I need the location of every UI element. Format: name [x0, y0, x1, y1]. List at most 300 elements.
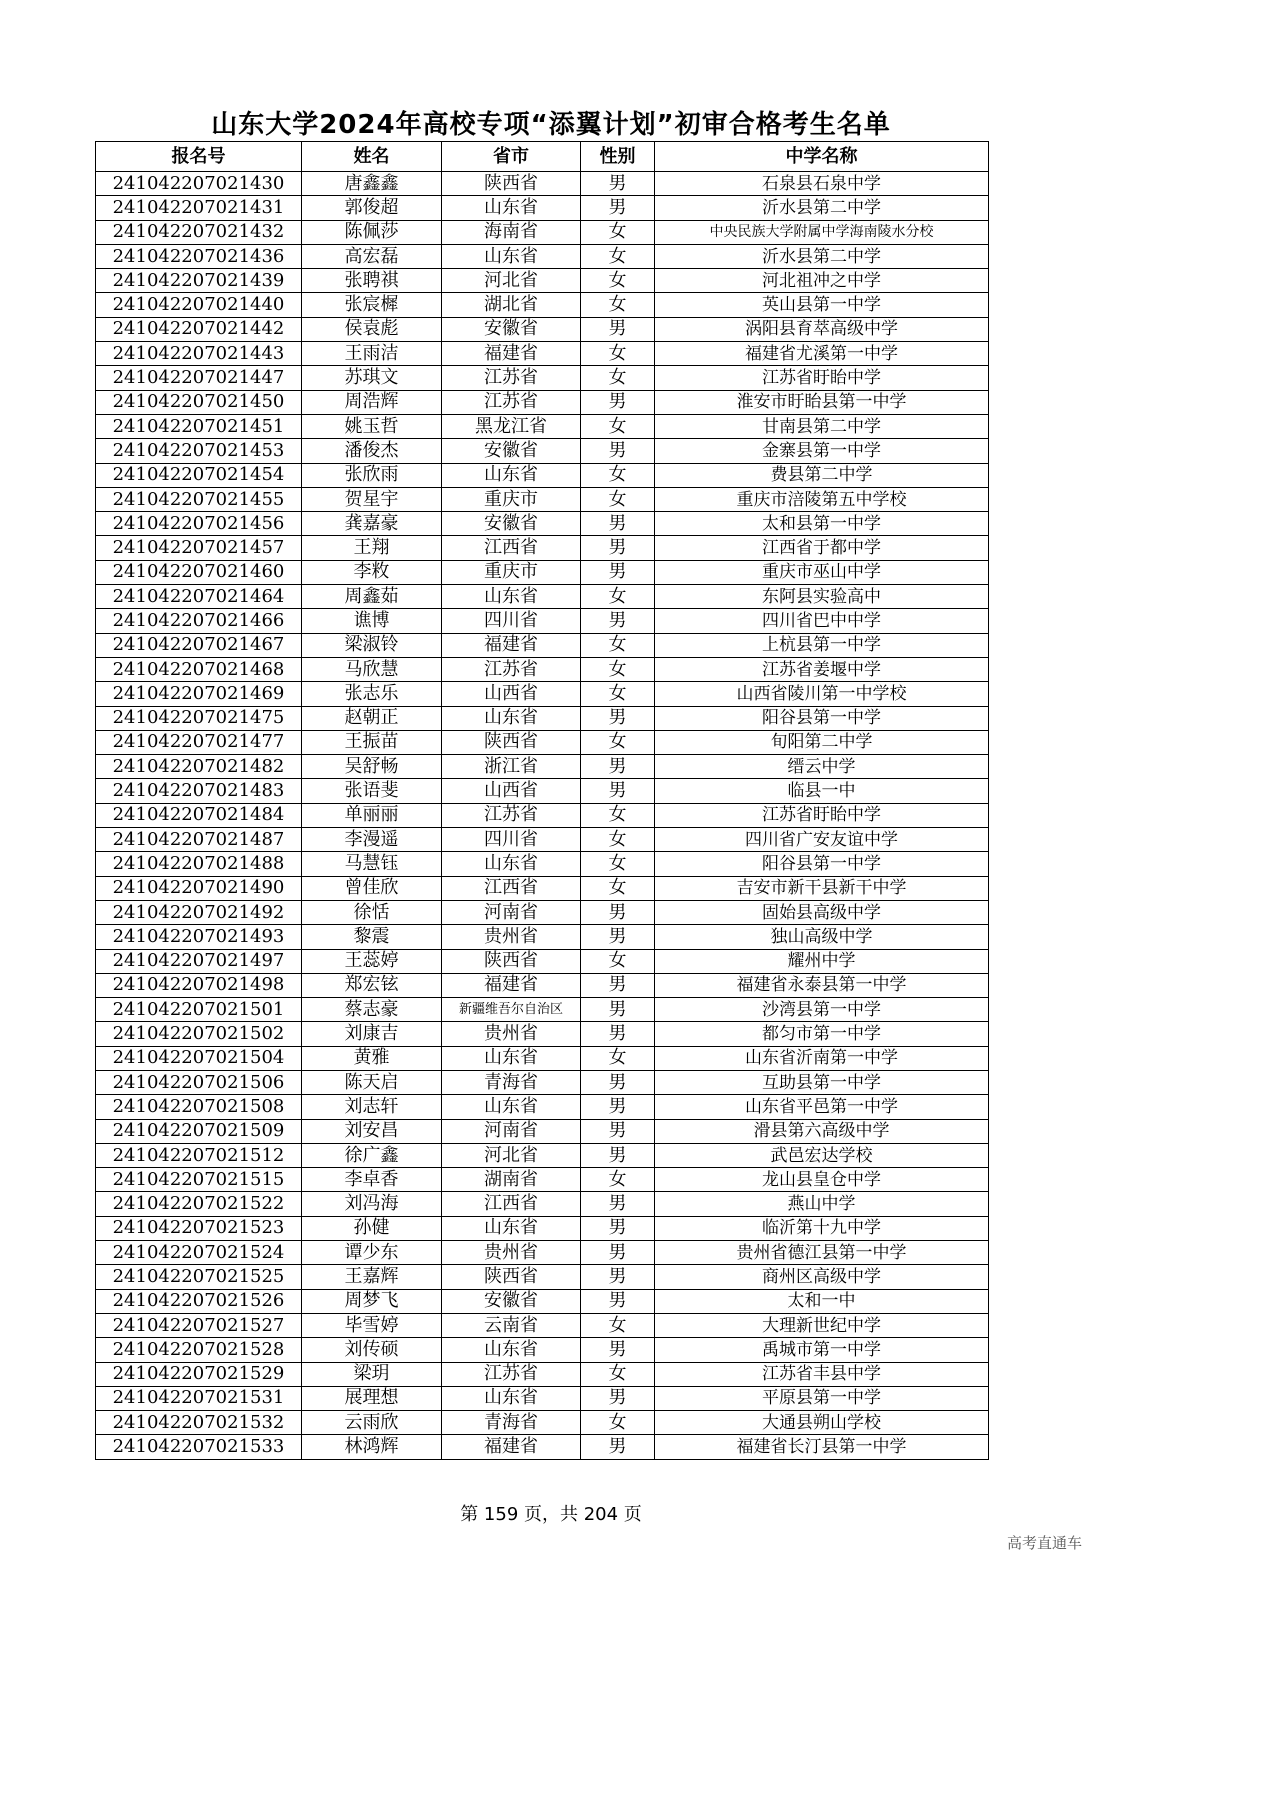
table-row	[96, 366, 989, 390]
province-cell: 江西省	[442, 536, 581, 560]
gender-cell: 男	[581, 900, 655, 924]
registration-number-cell: 241042207021497	[96, 949, 302, 973]
table-row	[96, 852, 989, 876]
table-row	[96, 1168, 989, 1192]
school-cell: 甘南县第二中学	[655, 414, 989, 438]
school-cell: 重庆市涪陵第五中学校	[655, 487, 989, 511]
gender-cell: 男	[581, 1095, 655, 1119]
school-cell: 商州区高级中学	[655, 1265, 989, 1289]
province-cell: 山西省	[442, 779, 581, 803]
province-cell: 安徽省	[442, 439, 581, 463]
school-cell: 重庆市巫山中学	[655, 560, 989, 584]
province-cell: 江苏省	[442, 390, 581, 414]
province-cell: 山东省	[442, 706, 581, 730]
province-cell: 江苏省	[442, 366, 581, 390]
province-cell: 贵州省	[442, 1241, 581, 1265]
registration-number-cell: 241042207021512	[96, 1143, 302, 1167]
province-cell: 贵州省	[442, 925, 581, 949]
school-cell: 河北祖冲之中学	[655, 269, 989, 293]
school-cell: 太和县第一中学	[655, 512, 989, 536]
province-cell: 福建省	[442, 633, 581, 657]
province-cell: 福建省	[442, 1435, 581, 1459]
registration-number-cell: 241042207021460	[96, 560, 302, 584]
province-cell: 河南省	[442, 1119, 581, 1143]
name-cell: 陈佩莎	[302, 220, 442, 244]
name-cell: 谭少东	[302, 1241, 442, 1265]
school-cell: 互助县第一中学	[655, 1070, 989, 1094]
school-cell: 大通县朔山学校	[655, 1411, 989, 1435]
gender-cell: 男	[581, 1119, 655, 1143]
table-row	[96, 1216, 989, 1240]
school-cell: 中央民族大学附属中学海南陵水分校	[655, 220, 989, 244]
table-row	[96, 998, 989, 1022]
school-cell: 燕山中学	[655, 1192, 989, 1216]
registration-number-cell: 241042207021515	[96, 1168, 302, 1192]
gender-cell: 男	[581, 609, 655, 633]
province-cell: 陕西省	[442, 172, 581, 196]
table-row	[96, 706, 989, 730]
gender-cell: 女	[581, 244, 655, 268]
table-row	[96, 1070, 989, 1094]
gender-cell: 女	[581, 293, 655, 317]
gender-cell: 女	[581, 730, 655, 754]
name-cell: 张欣雨	[302, 463, 442, 487]
table-row	[96, 390, 989, 414]
school-cell: 石泉县石泉中学	[655, 172, 989, 196]
gender-cell: 女	[581, 487, 655, 511]
table-row	[96, 342, 989, 366]
school-cell: 山东省沂南第一中学	[655, 1046, 989, 1070]
registration-number-cell: 241042207021527	[96, 1313, 302, 1337]
registration-number-cell: 241042207021526	[96, 1289, 302, 1313]
gender-cell: 男	[581, 172, 655, 196]
gender-cell: 男	[581, 1143, 655, 1167]
table-row	[96, 487, 989, 511]
document-title: 山东大学2024年高校专项“添翼计划”初审合格考生名单	[211, 110, 891, 140]
name-cell: 刘康吉	[302, 1022, 442, 1046]
name-cell: 张语斐	[302, 779, 442, 803]
gender-cell: 男	[581, 1022, 655, 1046]
province-cell: 福建省	[442, 973, 581, 997]
name-cell: 张宸樨	[302, 293, 442, 317]
province-cell: 山东省	[442, 1095, 581, 1119]
gender-cell: 男	[581, 560, 655, 584]
table-row	[96, 900, 989, 924]
gender-cell: 男	[581, 925, 655, 949]
name-cell: 黄雅	[302, 1046, 442, 1070]
school-cell: 滑县第六高级中学	[655, 1119, 989, 1143]
gender-cell: 男	[581, 973, 655, 997]
registration-number-cell: 241042207021457	[96, 536, 302, 560]
table-row	[96, 220, 989, 244]
gender-cell: 男	[581, 317, 655, 341]
gender-cell: 女	[581, 682, 655, 706]
province-cell: 河北省	[442, 1143, 581, 1167]
table-row	[96, 1046, 989, 1070]
registration-number-cell: 241042207021524	[96, 1241, 302, 1265]
header-school: 中学名称	[655, 142, 989, 172]
gender-cell: 男	[581, 512, 655, 536]
name-cell: 曾佳欣	[302, 876, 442, 900]
province-cell: 新疆维吾尔自治区	[442, 998, 581, 1022]
name-cell: 黎震	[302, 925, 442, 949]
registration-number-cell: 241042207021532	[96, 1411, 302, 1435]
province-cell: 青海省	[442, 1070, 581, 1094]
school-cell: 四川省巴中中学	[655, 609, 989, 633]
gender-cell: 女	[581, 1046, 655, 1070]
registration-number-cell: 241042207021531	[96, 1386, 302, 1410]
school-cell: 费县第二中学	[655, 463, 989, 487]
table-row	[96, 1241, 989, 1265]
gender-cell: 女	[581, 585, 655, 609]
registration-number-cell: 241042207021443	[96, 342, 302, 366]
page-number: 第 159 页，共 204 页	[460, 1504, 642, 1525]
registration-number-cell: 241042207021482	[96, 755, 302, 779]
school-cell: 江苏省姜堰中学	[655, 657, 989, 681]
registration-number-cell: 241042207021487	[96, 828, 302, 852]
gender-cell: 男	[581, 536, 655, 560]
name-cell: 苏琪文	[302, 366, 442, 390]
name-cell: 唐鑫鑫	[302, 172, 442, 196]
table-row	[96, 1143, 989, 1167]
registration-number-cell: 241042207021501	[96, 998, 302, 1022]
name-cell: 王振苗	[302, 730, 442, 754]
school-cell: 四川省广安友谊中学	[655, 828, 989, 852]
registration-number-cell: 241042207021442	[96, 317, 302, 341]
registration-number-cell: 241042207021451	[96, 414, 302, 438]
school-cell: 江西省于都中学	[655, 536, 989, 560]
school-cell: 龙山县皇仓中学	[655, 1168, 989, 1192]
province-cell: 海南省	[442, 220, 581, 244]
gender-cell: 女	[581, 657, 655, 681]
school-cell: 东阿县实验高中	[655, 585, 989, 609]
table-row	[96, 1289, 989, 1313]
school-cell: 吉安市新干县新干中学	[655, 876, 989, 900]
name-cell: 展理想	[302, 1386, 442, 1410]
name-cell: 梁淑铃	[302, 633, 442, 657]
registration-number-cell: 241042207021469	[96, 682, 302, 706]
registration-number-cell: 241042207021529	[96, 1362, 302, 1386]
gender-cell: 女	[581, 269, 655, 293]
gender-cell: 女	[581, 366, 655, 390]
registration-number-cell: 241042207021477	[96, 730, 302, 754]
province-cell: 山东省	[442, 585, 581, 609]
registration-number-cell: 241042207021490	[96, 876, 302, 900]
province-cell: 四川省	[442, 609, 581, 633]
table-row	[96, 269, 989, 293]
gender-cell: 女	[581, 633, 655, 657]
table-row	[96, 755, 989, 779]
name-cell: 郭俊超	[302, 196, 442, 220]
gender-cell: 男	[581, 998, 655, 1022]
school-cell: 独山高级中学	[655, 925, 989, 949]
school-cell: 固始县高级中学	[655, 900, 989, 924]
school-cell: 沂水县第二中学	[655, 196, 989, 220]
name-cell: 潘俊杰	[302, 439, 442, 463]
table-row	[96, 512, 989, 536]
registration-number-cell: 241042207021508	[96, 1095, 302, 1119]
name-cell: 周梦飞	[302, 1289, 442, 1313]
table-row	[96, 803, 989, 827]
school-cell: 旬阳第二中学	[655, 730, 989, 754]
table-row	[96, 172, 989, 196]
table-row	[96, 949, 989, 973]
province-cell: 山东省	[442, 196, 581, 220]
table-row	[96, 1313, 989, 1337]
registration-number-cell: 241042207021456	[96, 512, 302, 536]
registration-number-cell: 241042207021483	[96, 779, 302, 803]
school-cell: 贵州省德江县第一中学	[655, 1241, 989, 1265]
province-cell: 福建省	[442, 342, 581, 366]
school-cell: 江苏省丰县中学	[655, 1362, 989, 1386]
gender-cell: 女	[581, 342, 655, 366]
school-cell: 江苏省盱眙中学	[655, 366, 989, 390]
school-cell: 淮安市盱眙县第一中学	[655, 390, 989, 414]
name-cell: 徐恬	[302, 900, 442, 924]
name-cell: 单丽丽	[302, 803, 442, 827]
registration-number-cell: 241042207021528	[96, 1338, 302, 1362]
province-cell: 云南省	[442, 1313, 581, 1337]
name-cell: 王翔	[302, 536, 442, 560]
gender-cell: 男	[581, 1265, 655, 1289]
gender-cell: 女	[581, 1313, 655, 1337]
province-cell: 陕西省	[442, 1265, 581, 1289]
gender-cell: 女	[581, 949, 655, 973]
name-cell: 张聘祺	[302, 269, 442, 293]
table-header-row	[96, 142, 989, 172]
school-cell: 沂水县第二中学	[655, 244, 989, 268]
registration-number-cell: 241042207021440	[96, 293, 302, 317]
name-cell: 刘志轩	[302, 1095, 442, 1119]
school-cell: 太和一中	[655, 1289, 989, 1313]
table-row	[96, 1386, 989, 1410]
gender-cell: 男	[581, 1241, 655, 1265]
province-cell: 安徽省	[442, 317, 581, 341]
registration-number-cell: 241042207021454	[96, 463, 302, 487]
registration-number-cell: 241042207021439	[96, 269, 302, 293]
gender-cell: 女	[581, 463, 655, 487]
name-cell: 徐广鑫	[302, 1143, 442, 1167]
table-row	[96, 1022, 989, 1046]
province-cell: 江苏省	[442, 1362, 581, 1386]
gender-cell: 女	[581, 414, 655, 438]
table-row	[96, 560, 989, 584]
province-cell: 安徽省	[442, 512, 581, 536]
gender-cell: 女	[581, 1168, 655, 1192]
name-cell: 王蕊婷	[302, 949, 442, 973]
name-cell: 梁玥	[302, 1362, 442, 1386]
school-cell: 沙湾县第一中学	[655, 998, 989, 1022]
registration-number-cell: 241042207021430	[96, 172, 302, 196]
province-cell: 江苏省	[442, 657, 581, 681]
name-cell: 高宏磊	[302, 244, 442, 268]
registration-number-cell: 241042207021492	[96, 900, 302, 924]
candidate-table	[95, 141, 989, 1460]
registration-number-cell: 241042207021504	[96, 1046, 302, 1070]
registration-number-cell: 241042207021502	[96, 1022, 302, 1046]
gender-cell: 男	[581, 196, 655, 220]
table-row	[96, 1095, 989, 1119]
school-cell: 禹城市第一中学	[655, 1338, 989, 1362]
province-cell: 河南省	[442, 900, 581, 924]
table-row	[96, 1192, 989, 1216]
gender-cell: 女	[581, 876, 655, 900]
school-cell: 耀州中学	[655, 949, 989, 973]
table-row	[96, 779, 989, 803]
gender-cell: 男	[581, 439, 655, 463]
name-cell: 王嘉辉	[302, 1265, 442, 1289]
province-cell: 山东省	[442, 1046, 581, 1070]
table-row	[96, 196, 989, 220]
table-row	[96, 1265, 989, 1289]
name-cell: 谯博	[302, 609, 442, 633]
name-cell: 蔡志豪	[302, 998, 442, 1022]
province-cell: 河北省	[442, 269, 581, 293]
table-row	[96, 439, 989, 463]
name-cell: 赵朝正	[302, 706, 442, 730]
name-cell: 郑宏铉	[302, 973, 442, 997]
name-cell: 龚嘉豪	[302, 512, 442, 536]
school-cell: 都匀市第一中学	[655, 1022, 989, 1046]
province-cell: 贵州省	[442, 1022, 581, 1046]
registration-number-cell: 241042207021466	[96, 609, 302, 633]
registration-number-cell: 241042207021431	[96, 196, 302, 220]
name-cell: 姚玉哲	[302, 414, 442, 438]
registration-number-cell: 241042207021533	[96, 1435, 302, 1459]
table-row	[96, 730, 989, 754]
gender-cell: 女	[581, 1362, 655, 1386]
school-cell: 涡阳县育萃高级中学	[655, 317, 989, 341]
table-row	[96, 585, 989, 609]
school-cell: 福建省长汀县第一中学	[655, 1435, 989, 1459]
province-cell: 青海省	[442, 1411, 581, 1435]
registration-number-cell: 241042207021525	[96, 1265, 302, 1289]
name-cell: 贺星宇	[302, 487, 442, 511]
table-row	[96, 1435, 989, 1459]
name-cell: 吴舒畅	[302, 755, 442, 779]
registration-number-cell: 241042207021493	[96, 925, 302, 949]
table-row	[96, 1119, 989, 1143]
province-cell: 四川省	[442, 828, 581, 852]
school-cell: 福建省尤溪第一中学	[655, 342, 989, 366]
school-cell: 金寨县第一中学	[655, 439, 989, 463]
name-cell: 李敉	[302, 560, 442, 584]
table-row	[96, 925, 989, 949]
school-cell: 江苏省盱眙中学	[655, 803, 989, 827]
name-cell: 林鸿辉	[302, 1435, 442, 1459]
province-cell: 陕西省	[442, 949, 581, 973]
table-row	[96, 876, 989, 900]
registration-number-cell: 241042207021488	[96, 852, 302, 876]
table-row	[96, 317, 989, 341]
name-cell: 毕雪婷	[302, 1313, 442, 1337]
gender-cell: 男	[581, 755, 655, 779]
school-cell: 平原县第一中学	[655, 1386, 989, 1410]
name-cell: 刘冯海	[302, 1192, 442, 1216]
table-row	[96, 293, 989, 317]
table-row	[96, 973, 989, 997]
school-cell: 缙云中学	[655, 755, 989, 779]
province-cell: 重庆市	[442, 560, 581, 584]
table-row	[96, 657, 989, 681]
registration-number-cell: 241042207021498	[96, 973, 302, 997]
gender-cell: 男	[581, 1338, 655, 1362]
name-cell: 孙健	[302, 1216, 442, 1240]
name-cell: 马欣慧	[302, 657, 442, 681]
name-cell: 云雨欣	[302, 1411, 442, 1435]
gender-cell: 男	[581, 779, 655, 803]
province-cell: 山西省	[442, 682, 581, 706]
name-cell: 刘安昌	[302, 1119, 442, 1143]
province-cell: 江西省	[442, 876, 581, 900]
school-cell: 临沂第十九中学	[655, 1216, 989, 1240]
province-cell: 重庆市	[442, 487, 581, 511]
school-cell: 武邑宏达学校	[655, 1143, 989, 1167]
province-cell: 山东省	[442, 1386, 581, 1410]
gender-cell: 男	[581, 1386, 655, 1410]
registration-number-cell: 241042207021464	[96, 585, 302, 609]
header-province: 省市	[442, 142, 581, 172]
gender-cell: 女	[581, 852, 655, 876]
school-cell: 福建省永泰县第一中学	[655, 973, 989, 997]
name-cell: 马慧钰	[302, 852, 442, 876]
school-cell: 山西省陵川第一中学校	[655, 682, 989, 706]
registration-number-cell: 241042207021522	[96, 1192, 302, 1216]
school-cell: 阳谷县第一中学	[655, 852, 989, 876]
registration-number-cell: 241042207021447	[96, 366, 302, 390]
registration-number-cell: 241042207021475	[96, 706, 302, 730]
gender-cell: 男	[581, 1435, 655, 1459]
header-registration-number: 报名号	[96, 142, 302, 172]
registration-number-cell: 241042207021450	[96, 390, 302, 414]
province-cell: 湖北省	[442, 293, 581, 317]
table-body	[96, 172, 989, 1460]
registration-number-cell: 241042207021436	[96, 244, 302, 268]
name-cell: 王雨洁	[302, 342, 442, 366]
province-cell: 山东省	[442, 244, 581, 268]
gender-cell: 男	[581, 1216, 655, 1240]
table-row	[96, 1338, 989, 1362]
table-row	[96, 1362, 989, 1386]
registration-number-cell: 241042207021523	[96, 1216, 302, 1240]
table-row	[96, 609, 989, 633]
province-cell: 山东省	[442, 1338, 581, 1362]
school-cell: 临县一中	[655, 779, 989, 803]
header-name: 姓名	[302, 142, 442, 172]
gender-cell: 男	[581, 1192, 655, 1216]
name-cell: 张志乐	[302, 682, 442, 706]
province-cell: 山东省	[442, 463, 581, 487]
registration-number-cell: 241042207021484	[96, 803, 302, 827]
registration-number-cell: 241042207021467	[96, 633, 302, 657]
watermark: 高考直通车	[1006, 1534, 1082, 1552]
registration-number-cell: 241042207021432	[96, 220, 302, 244]
name-cell: 侯袁彪	[302, 317, 442, 341]
registration-number-cell: 241042207021509	[96, 1119, 302, 1143]
registration-number-cell: 241042207021468	[96, 657, 302, 681]
table-row	[96, 414, 989, 438]
gender-cell: 男	[581, 706, 655, 730]
table-row	[96, 536, 989, 560]
gender-cell: 女	[581, 1411, 655, 1435]
school-cell: 大理新世纪中学	[655, 1313, 989, 1337]
name-cell: 周鑫茹	[302, 585, 442, 609]
gender-cell: 女	[581, 803, 655, 827]
province-cell: 江苏省	[442, 803, 581, 827]
table-row	[96, 828, 989, 852]
registration-number-cell: 241042207021506	[96, 1070, 302, 1094]
table-row	[96, 244, 989, 268]
